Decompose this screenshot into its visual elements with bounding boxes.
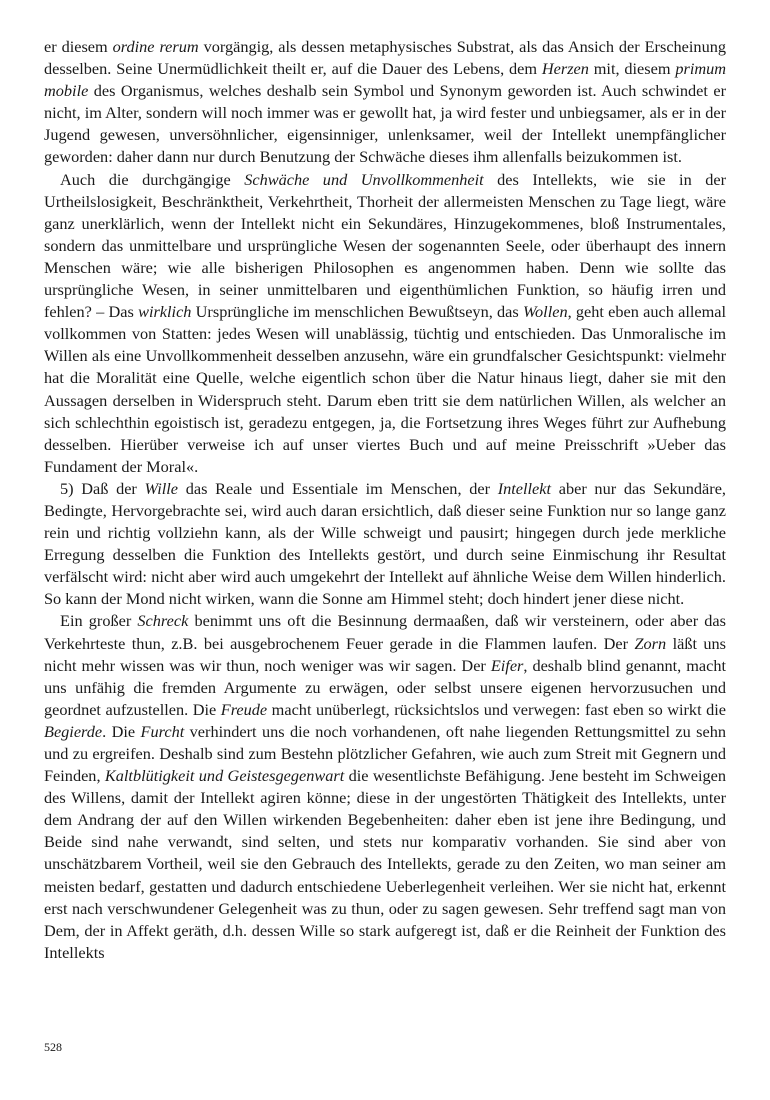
text-run: , geht eben auch allemal vollkommen von Statten: jedes Wesen will unablässig, tüchtig und entschieden. Das Unmoralische im Willen als eine Unvollkommenheit desselben anzusehn, wäre ein grundfalscher Gesichtspunkt: vielmehr hat die Moralität eine Quelle, welche eigentlich schon über die Natur hinaus liegt, daher sie mit den Aussagen derselben in Widerspruch steht. Darum eben tritt sie dem natürlichen Willen, als welcher an sich schlechthin egoistisch ist, geradezu entgegen, ja, die Fortsetzung ihres Weges führt zur Aufhebung desselben. Hierüber verweise ich auf unser viertes Buch und auf meine Preisschrift »Ueber das Fundament der Moral«. <box>44 302 727 476</box>
text-run: er diesem <box>44 37 113 56</box>
text-run: aber nur das Sekundäre, Bedingte, Hervorgebrachte sei, wird auch daran ersichtlich, daß dieser seine Funktion nur so lange ganz rein und richtig vollziehn kann, als der Wille schweigt und pausirt; hingegen durch jede merkliche Erregung desselben die Funktion des Intellekts gestört, und durch seine Einmischung ihr Resultat verfälscht wird: nicht aber wird auch umgekehrt der Intellekt auf ähnliche Weise dem Willen hinderlich. So kann der Mond nicht wirken, wann die Sonne am Himmel steht; doch hindert jener diese nicht. <box>44 478 726 609</box>
text-run: das Reale und Essentiale im Menschen, der <box>178 478 498 498</box>
emphasized-text: Schwäche und Unvollkommenheit <box>244 169 484 189</box>
paragraph <box>44 36 726 169</box>
paragraph <box>44 610 726 964</box>
emphasized-text: Begierde <box>44 721 103 741</box>
text-run: Ein großer <box>60 611 138 631</box>
text-run: 5) Daß der <box>60 478 145 498</box>
text-run: macht unüberlegt, rücksichtslos und verwegen: fast eben so wirkt die <box>267 699 727 719</box>
emphasized-text: wirklich <box>138 302 192 322</box>
page-number: 528 <box>44 1040 62 1054</box>
paragraph <box>44 478 726 611</box>
text-run: läßt uns nicht mehr wissen was wir thun, noch weniger was wir sagen. Der <box>44 633 727 675</box>
emphasized-text: primum mobile <box>44 59 727 101</box>
text-run: . Die <box>102 721 141 741</box>
text-run: des Intellekts, wie sie in der Urtheilslosigkeit, Beschränktheit, Verkehrtheit, Thorheit der allermeisten Menschen zu Tage liegt, wäre ganz unerklärlich, wenn der Intellekt nicht ein Sekundäres, Hinzugekommenes, bloß Instrumentales, sondern das unmittelbare und ursprüngliche Wesen der sogenannten Seele, oder überhaupt des innern Menschen wäre; wie alle bisherigen Philosophen es angenommen haben. Denn wie sollte das ursprüngliche Wesen, in seiner unmittelbaren und eigenthümlichen Funktion, so häufig irren und fehlen? – Das <box>44 169 726 322</box>
text-run: des Organismus, welches deshalb sein Symbol und Synonym geworden ist. Auch schwindet er nicht, im Alter, sondern will noch immer was er gewollt hat, ja wird fester und unbiegsamer, als er in der Jugend gewesen, unversöhnlicher, eigensinniger, unlenksamer, weil der Intellekt unempfänglicher geworden: daher dann nur durch Benutzung der Schwäche dieses ihm allenfalls beizukommen ist. <box>44 81 726 167</box>
emphasized-text: Herzen <box>541 59 589 79</box>
text-run: Auch die durchgängige <box>60 169 245 189</box>
text-run: vorgängig, als dessen metaphysisches Substrat, als das Ansich der Erscheinung desselben. Seine Unermüdlichkeit theilt er, auf die Dauer des Lebens, dem <box>44 37 726 79</box>
text-run: verhindert uns die noch vorhandenen, oft nahe liegenden Rettungsmittel zu sehn und zu ergreifen. Deshalb sind zum Bestehn plötzlicher Gefahren, wie auch zum Streit mit Gegnern und Feinden, <box>44 721 727 786</box>
emphasized-text: Schreck <box>137 611 189 631</box>
emphasized-text: Kaltblütigkeit und Geistesgegenwart <box>104 766 345 786</box>
emphasized-text: Wollen <box>522 302 568 322</box>
emphasized-text: Zorn <box>634 633 667 653</box>
emphasized-text: Furcht <box>140 721 185 741</box>
text-run: , deshalb blind genannt, macht uns unfähig die fremden Argumente zu erwägen, oder selbst unsere eigenen hervorzusuchen und geordnet aufzustellen. Die <box>44 655 726 719</box>
book-page-text <box>44 36 726 964</box>
emphasized-text: Wille <box>144 478 179 498</box>
text-run: benimmt uns oft die Besinnung dermaaßen, daß wir versteinern, oder aber das Verkehrteste thun, z.B. bei ausgebrochenem Feuer gerade in die Flammen laufen. Der <box>44 611 726 653</box>
text-run: die wesentlichste Befähigung. Jene besteht im Schweigen des Willens, damit der Intellekt agiren könne; diese in der ungestörten Thätigkeit des Intellekts, unter dem Andrang der auf den Willen wirkenden Begebenheiten: daher eben ist jene ihre Bedingung, und Beide sind nahe verwandt, sind selten, und stets nur komparativ vorhanden. Sie sind aber von unschätzbarem Vortheil, weil sie den Gebrauch des Intellekts, gerade zu den Zeiten, wo man seiner am meisten bedarf, gestatten und dadurch entschiedene Ueberlegenheit verleihen. Wer sie nicht hat, erkennt erst nach verschwundener Gelegenheit was zu thun, oder zu sagen gewesen. Sehr treffend sagt man von Dem, der in Affekt geräth, d.h. dessen Wille so stark aufgeregt ist, daß er die Reinheit der Funktion des Intellekts <box>44 766 727 962</box>
paragraph <box>44 169 726 478</box>
emphasized-text: Freude <box>220 699 268 719</box>
emphasized-text: Intellekt <box>497 478 552 498</box>
text-run: Ursprüngliche im menschlichen Bewußtseyn, das <box>191 302 523 322</box>
text-run: mit, diesem <box>588 59 676 79</box>
emphasized-text: ordine rerum <box>112 37 199 56</box>
emphasized-text: Eifer <box>490 655 524 675</box>
